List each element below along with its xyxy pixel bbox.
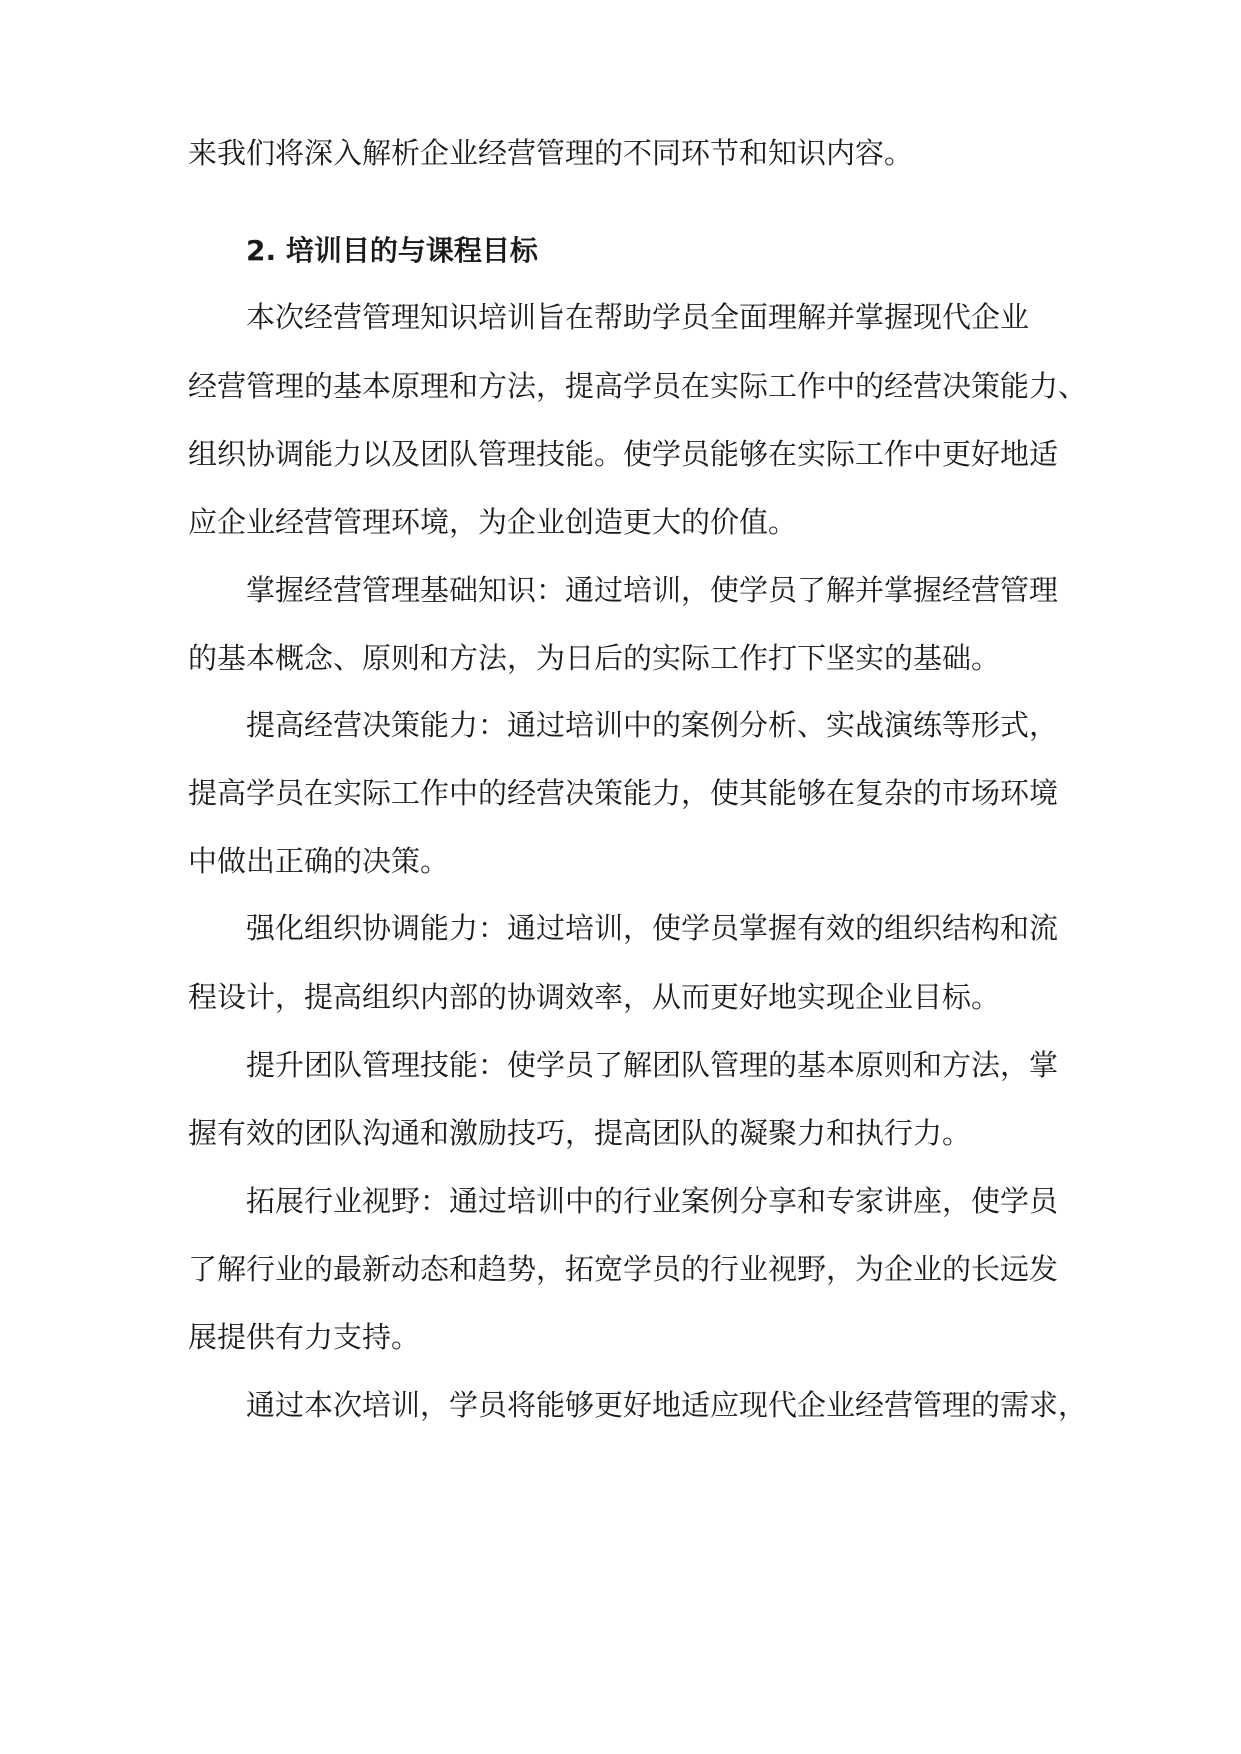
paragraph-line: 提高经营决策能力：通过培训中的案例分析、实战演练等形式， [246,708,1059,742]
section-heading: 2. 培训目的与课程目标 [246,234,538,267]
paragraph-line: 提高学员在实际工作中的经营决策能力，使其能够在复杂的市场环境 [188,776,1059,810]
paragraph-line: 握有效的团队沟通和激励技巧，提高团队的凝聚力和执行力。 [188,1116,972,1150]
paragraph-line: 强化组织协调能力：通过培训，使学员掌握有效的组织结构和流 [246,911,1059,945]
paragraph-line: 拓展行业视野：通过培训中的行业案例分享和专家讲座，使学员 [246,1184,1059,1218]
paragraph-line: 应企业经营管理环境，为企业创造更大的价值。 [188,505,798,539]
paragraph-line: 了解行业的最新动态和趋势，拓宽学员的行业视野，为企业的长远发 [188,1252,1059,1286]
paragraph-line: 本次经营管理知识培训旨在帮助学员全面理解并掌握现代企业 [246,300,1030,334]
paragraph-line: 通过本次培训，学员将能够更好地适应现代企业经营管理的需求， [246,1388,1088,1422]
paragraph-line: 经营管理的基本原理和方法，提高学员在实际工作中的经营决策能力、 [188,369,1088,403]
paragraph-continuation: 来我们将深入解析企业经营管理的不同环节和知识内容。 [188,136,914,170]
paragraph-line: 的基本概念、原则和方法，为日后的实际工作打下坚实的基础。 [188,641,1001,675]
paragraph-line: 组织协调能力以及团队管理技能。使学员能够在实际工作中更好地适 [188,437,1059,471]
paragraph-line: 中做出正确的决策。 [188,844,450,878]
paragraph-line: 掌握经营管理基础知识：通过培训，使学员了解并掌握经营管理 [246,573,1059,607]
paragraph-line: 提升团队管理技能：使学员了解团队管理的基本原则和方法，掌 [246,1048,1059,1082]
paragraph-line: 展提供有力支持。 [188,1320,421,1354]
paragraph-line: 程设计，提高组织内部的协调效率，从而更好地实现企业目标。 [188,980,1001,1014]
